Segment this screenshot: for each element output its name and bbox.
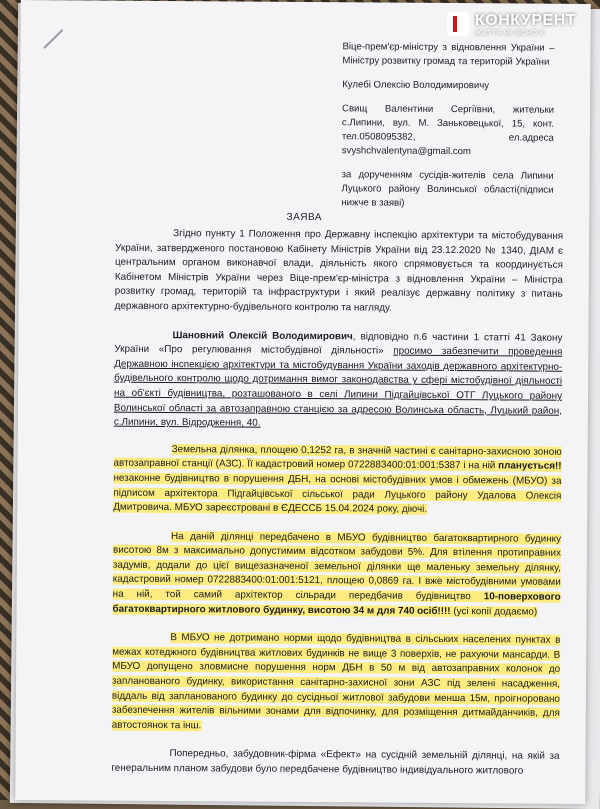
addressee-block [341, 40, 554, 221]
paragraph-5: В МБУО не дотримано норми щодо будівництва в сільських населених пунктах в межах котеджного будівництва житлових будинків не вище 3 поверхів, не рахуючи мансарди. В МБУО допущено зловмисне порушення норм ДБН в 50 м від автозаправних колонок до запланованого будинку, використання санітарно-захисної зони АЗС під зелені насадження, віддаль від запланованого будинку до сусідньої житлової забудови менша 15м, проігноровано забезпечення жителів вільними зонами для відпочинку, для розміщення дитмайданчиків, для автостоянок та інш. [111, 632, 561, 732]
document-title: ЗАЯВА [286, 211, 323, 224]
paragraph-2: Шановний Олексій Володимирович, відповідно п.6 частини 1 статті 41 Закону України «Про регулювання містобудівної діяльності» просимо забезпечити проведення Державною інспекцією архітектури та містобудування України заходів державного архітектурно-будівельного контролю щодо дотримання вимог законодавства у сфері містобудівної діяльності на об'єкті будівництва, розташованого в селі Липини Підгайцівської ОТГ Луцького району Волинської області за автозаправною станцією за адресою Волинська область, Луцький район, с.Липини, вул. Відродження, 40. [113, 329, 563, 429]
addressee-name: Кулебі Олексію Володимировичу [342, 79, 490, 92]
appeal-name: Шановний Олексій Володимирович [172, 329, 353, 342]
paragraph-4: На даній ділянці передбачено в МБУО будівництво багатоквартирного будинку висотою 8м з максимально допустимим відсотком забудови 5%. Для втілення протиправних задумів, додали до цієї вищезазначеної земельної ділянки ще маленьку земельну ділянку, кадастровий номер 0722883400:01:001:5121, площею 0,0869 га. І вже містобудівними умовами на ній, той самий архітектор сільради передбачив будівництво 10-поверхового багатоквартирного житлового будинку, висотою 34 м для 740 осіб!!!! (усі копії додаємо) [112, 530, 562, 618]
logo-mark-icon [447, 12, 469, 36]
on-behalf-note: за дорученням сусідів-жителів села Липини Луцького району Волинської області(підписи нижче в заяві) [341, 169, 554, 209]
request-text: просимо забезпечити проведення Державною інспекцією архітектури та містобудування України заходів державного архітектурно-будівельного контролю щодо дотримання вимог законодавства у сфері містобудівної діяльності на об'єкті будівництва, розташованого в селі Липини Підгайцівської ОТГ Луцького району Волинської області за автозаправною станцією за адресою Волинська область, Луцький район, с.Липини, вул. Відродження, 40. [113, 345, 563, 429]
planned-emphasis: планується!! [498, 460, 562, 473]
logo-name: КОНКУРЕНТ [475, 12, 577, 29]
addressee-minister: Віце-прем'єр-міністру з відновлення України – Міністру розвитку громад та територій України [342, 41, 555, 68]
staple-icon [43, 29, 71, 57]
document-body [111, 227, 563, 794]
document-page [15, 0, 591, 804]
konkurent-logo [447, 8, 592, 48]
building-emphasis: 10-поверхового багатоквартирного житлового будинку, висотою 34 м для 740 осіб!!!! [112, 591, 561, 617]
sender-info: Свищ Валентини Сергіївни, жительки с.Липини, вул. М. Заньковецької, 15, конт. тел.0508095382, ел.адреса svyshchvalentyna@gmail.com [341, 103, 555, 158]
logo-tagline: ЖИТТЯ ЯК ВОНО Є [475, 30, 545, 37]
paragraph-1: Згідно пункту 1 Положення про Державну інспекцію архітектури та містобудування України, затвердженого постановою Кабінету Міністрів України від 23.12.2020 № 1340, ДІАМ є центральним органом виконавчої влади, діяльність якого спрямовується та координується Кабінетом Міністрів України через Віце-прем'єр-міністра з відновлення України – Міністра розвитку громад, територій та інфраструктури і який реалізує державну політику з питань державного архітектурно-будівельного контролю та нагляду. [114, 228, 564, 314]
paragraph-3: Земельна ділянка, площею 0,1252 га, в значній частині є санітарно-захисною зоною автозаправної станції (АЗС). Її кадастровий номер 0722883400:01:001:5387 і на ній планується!! незаконне будівництво в порушення ДБН, на основі містобудівних умов і обмежень (МБУО) за підписом архітектора Підгайцівської сільської ради Луцького району Удалова Олексія Дмитровича. МБУО зареєстровані в ЄДЕССБ 15.04.2024 року, діючі. [113, 443, 562, 515]
paragraph-6: Попередньо, забудовник-фірма «Ефект» на сусідній земельній ділянці, на якій за генеральним планом забудови було передбачене будівництво індивідуального житлового [111, 748, 560, 777]
